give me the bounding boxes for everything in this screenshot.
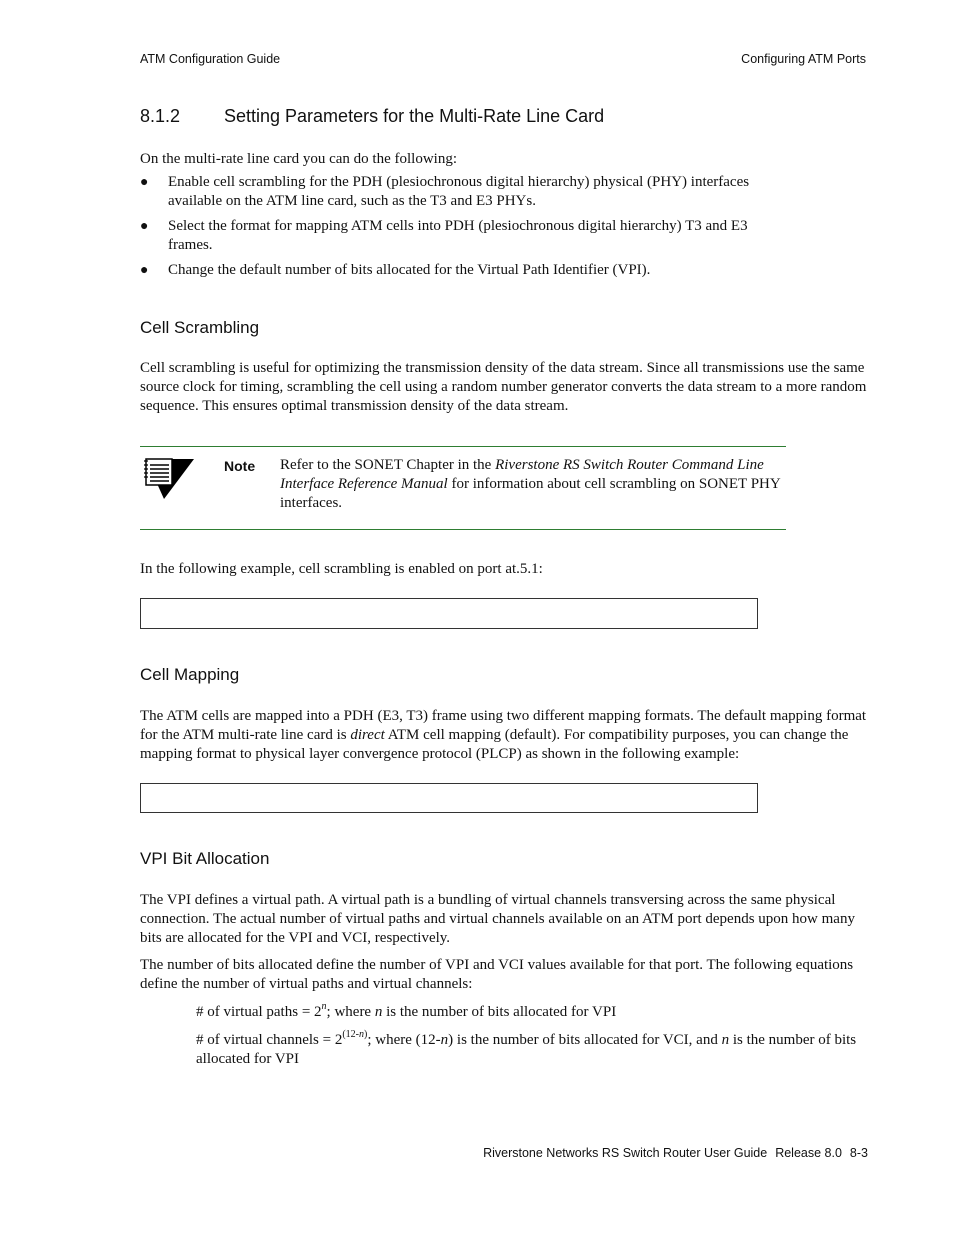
vpi-paragraph-1: The VPI defines a virtual path. A virtual path is a bundling of virtual channels transversing across the same physical connection. The actual number of virtual paths and virtual channels available on an ATM port depends upon how many bits are allocated for the VPI and VCI, respectively. [140,892,855,946]
list-item-text: Change the default number of bits allocated for the Virtual Path Identifier (VPI). [168,262,651,278]
footer-title: Riverstone Networks RS Switch Router User Guide [483,1146,768,1160]
bullet-icon: ● [140,263,149,278]
list-item-text: Enable cell scrambling for the PDH (plesiochronous digital hierarchy) physical (PHY) interfaces available on the ATM line card, such as the T3 and E3 PHYs. [168,174,750,209]
intro-paragraph: On the multi-rate line card you can do the following: [140,151,457,167]
bullet-icon: ● [140,219,149,234]
equation-text: ) is the number of bits allocated for VCI, and [448,1032,722,1048]
equation-superscript: ) [364,1029,368,1040]
example-intro: In the following example, cell scrambling is enabled on port at.5.1: [140,561,543,577]
feature-list [140,173,790,286]
cell-mapping-italic: direct [350,727,385,743]
note-text-part: for information about cell scrambling on SONET PHY interfaces. [280,476,781,511]
equation-variable: n [374,1004,383,1020]
bullet-icon: ● [140,175,149,190]
cell-mapping-text: ATM cell mapping (default). For compatibility purposes, you can change the mapping format to physical layer convergence protocol (PLCP) as shown in the following example: [140,727,849,762]
equation-variable: n [721,1032,730,1048]
equation-text: is the number of bits allocated for VPI [382,1004,617,1020]
list-item [140,173,790,211]
code-example-box [140,598,758,629]
equation-virtual-paths [196,1003,868,1022]
code-example-box [140,783,758,813]
note-text-part: Refer to the SONET Chapter in the [280,457,496,473]
list-item [140,217,790,255]
section-title [140,106,604,127]
section-number: 8.1.2 [140,106,181,126]
note-box [140,446,786,530]
list-item-text: Select the format for mapping ATM cells into PDH (plesiochronous digital hierarchy) T3 and E3 frames. [168,218,748,253]
equation-text: ; where (12- [367,1032,441,1048]
note-label: Note [224,458,256,474]
cell-mapping-heading: Cell Mapping [140,665,240,684]
cell-mapping-text: The ATM cells are mapped into a PDH (E3, T3) frame using two different mapping formats. The default mapping format for the ATM multi-rate line card is [140,708,867,743]
note-icon [142,457,198,501]
equation-text: # of virtual channels = 2 [196,1032,343,1048]
list-item [140,261,790,280]
cell-scrambling-heading: Cell Scrambling [140,318,260,337]
footer-page-number: 8-3 [849,1146,868,1160]
vpi-heading: VPI Bit Allocation [140,849,270,868]
equation-variable: n [440,1032,449,1048]
equation-superscript: (12- [342,1029,360,1040]
footer-release: Release 8.0 [775,1146,842,1160]
cell-scrambling-paragraph: Cell scrambling is useful for optimizing the transmission density of the data stream. Since all transmissions use the same source clock for timing, scrambling the cell using a random number generator converts the data stream to a more random sequence. This ensures optimal transmission density of the data stream. [140,360,867,414]
equation-text: # of virtual paths = 2 [196,1004,322,1020]
cell-mapping-paragraph [140,707,870,764]
equation-superscript-variable: n [359,1029,365,1040]
running-header-left: ATM Configuration Guide [140,52,281,66]
vpi-paragraph-2: The number of bits allocated define the number of VPI and VCI values available for that port. The following equations define the number of virtual paths and virtual channels: [140,957,854,992]
section-title-text: Setting Parameters for the Multi-Rate Line Card [224,106,605,126]
equation-virtual-channels [196,1031,868,1069]
running-header-right: Configuring ATM Ports [741,52,866,66]
note-text [280,456,790,513]
note-text-italic: Riverstone RS Switch Router Command Line Interface Reference Manual [280,457,764,492]
page-footer [475,1146,868,1160]
equation-text: ; where [326,1004,375,1020]
equation-text: is the number of bits allocated for VPI [196,1032,857,1067]
equation-superscript: n [321,1001,327,1012]
